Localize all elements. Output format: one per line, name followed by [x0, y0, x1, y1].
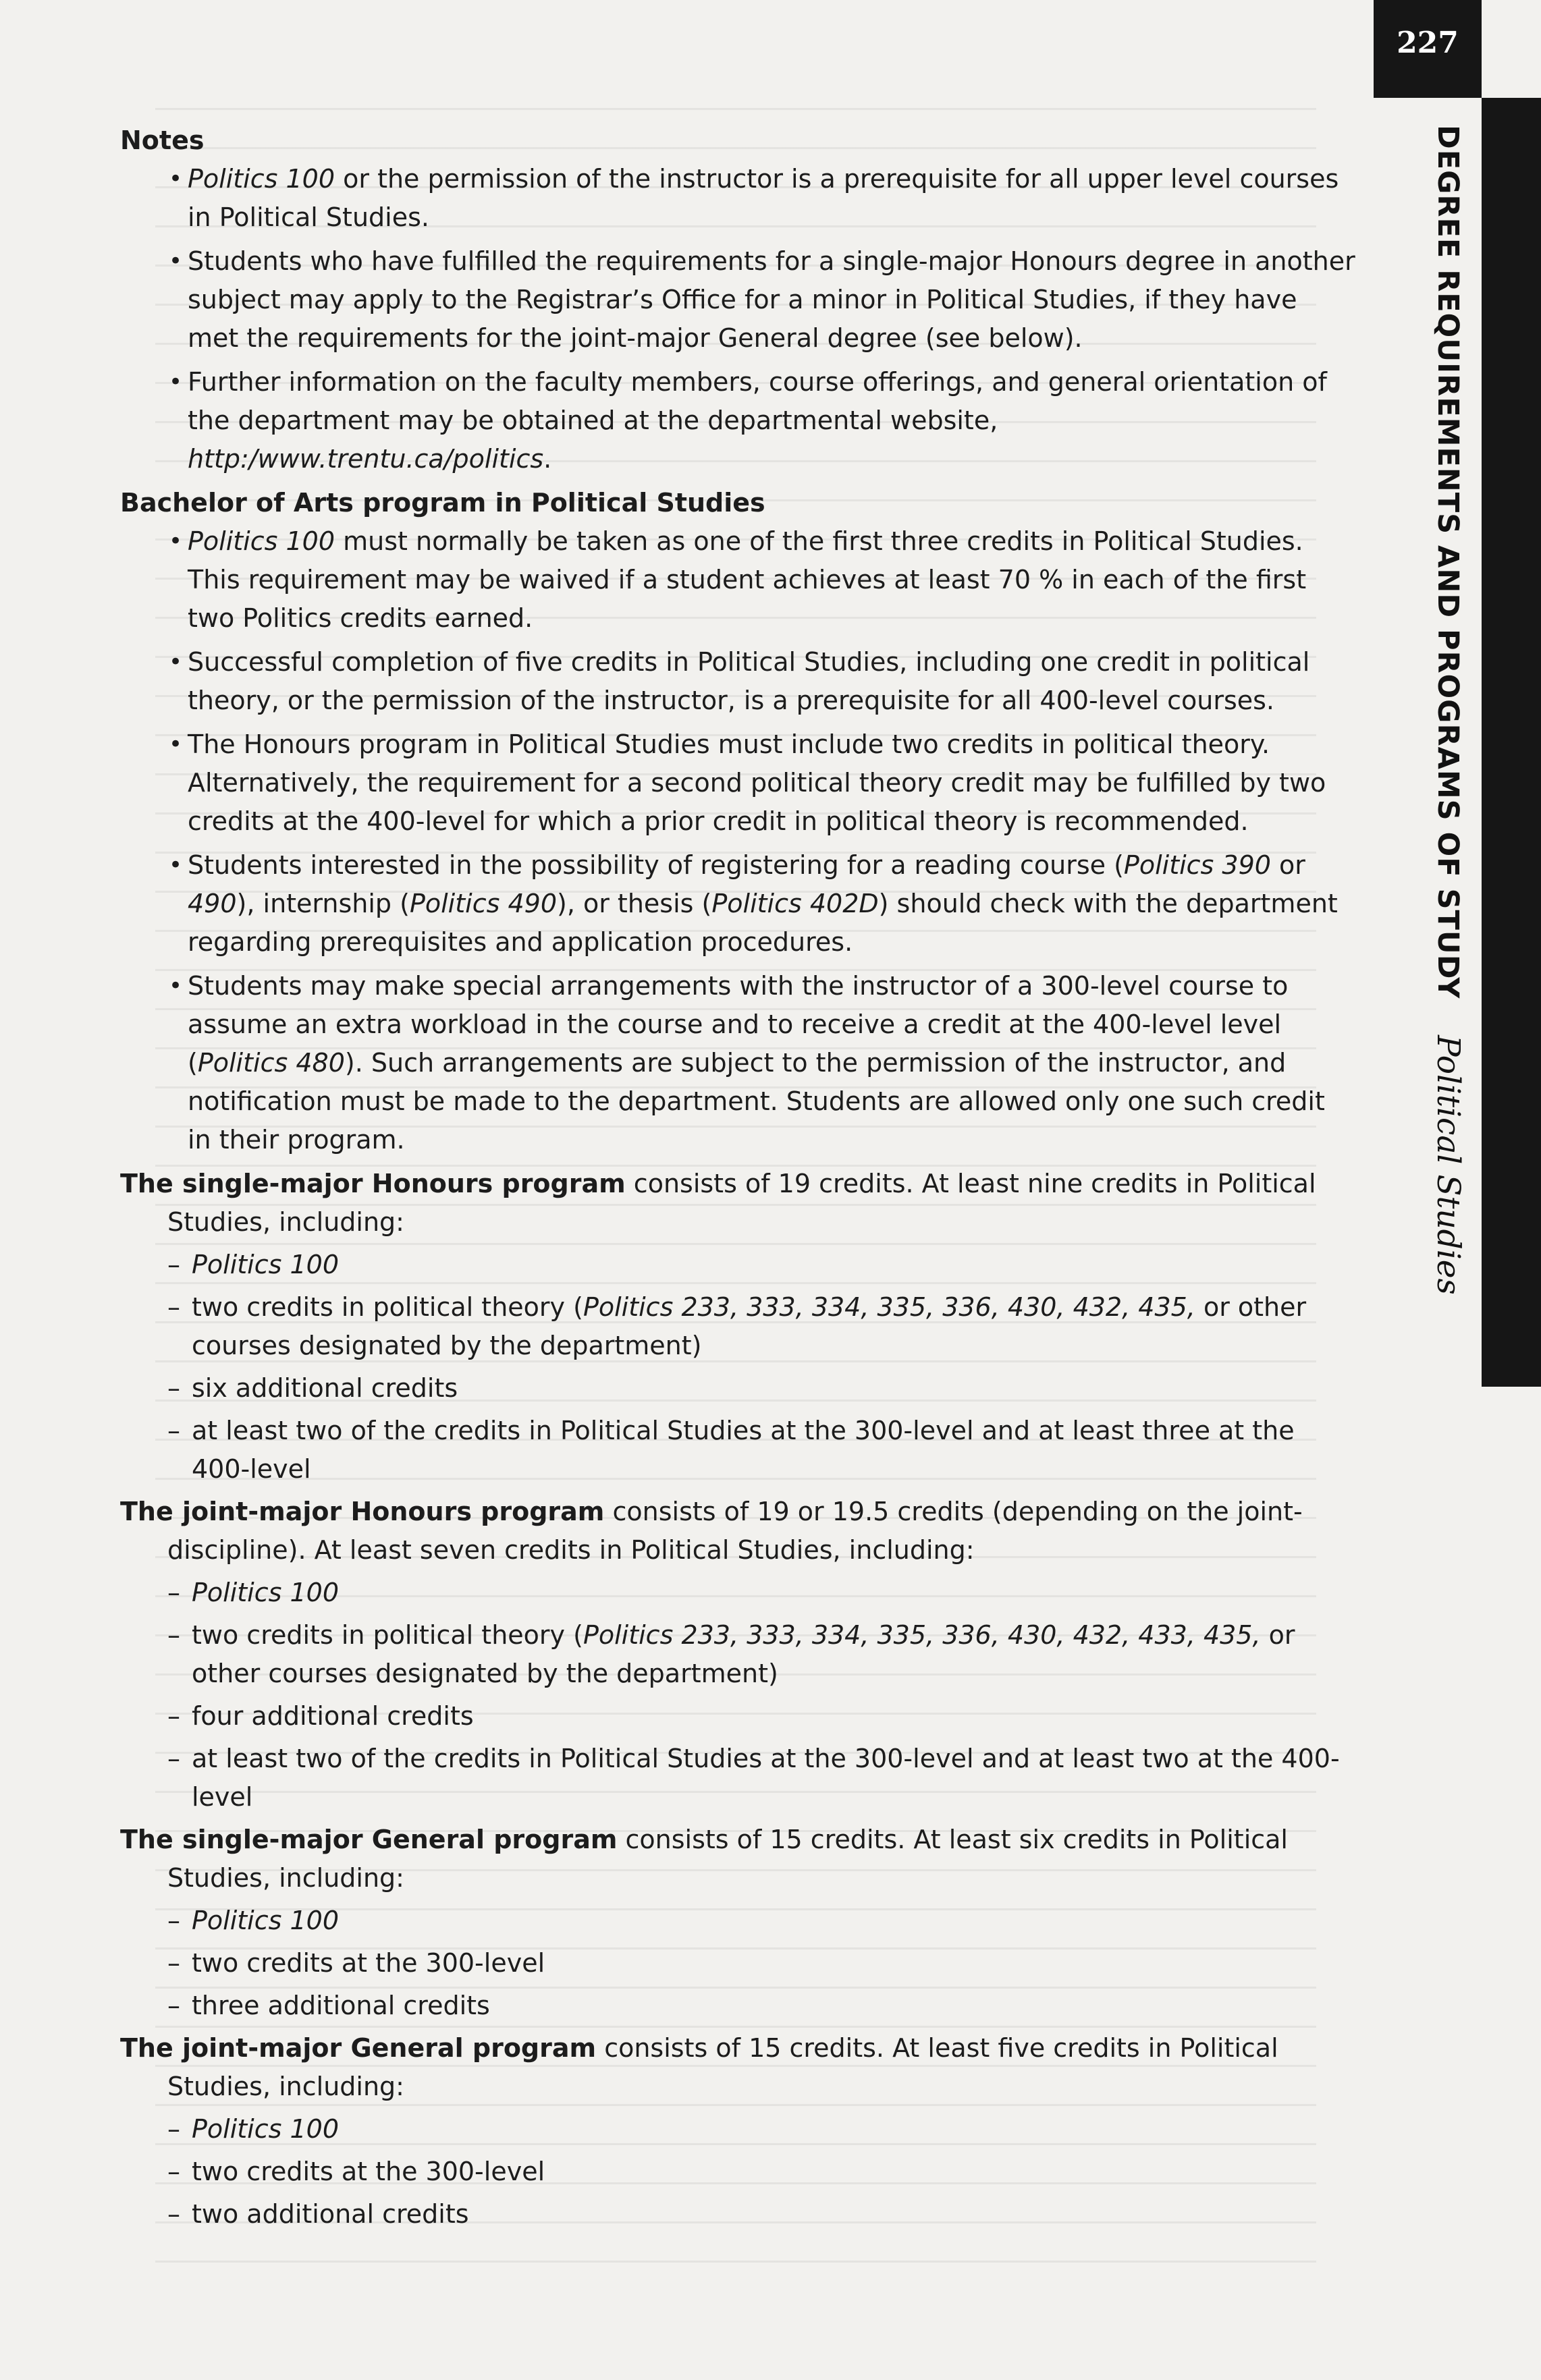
main-content [120, 121, 1355, 2238]
notes-item-1: • Politics 100 or the permission of the instructor is a prerequisite for all upper level courses in Political Studies. [120, 160, 1355, 237]
notes-item-2: • Students who have fulfilled the requirements for a single-major Honours degree in another subject may apply to the Registrar’s Office for a minor in Political Studies, if they have met the requirements for the joint-major General degree (see below). [120, 242, 1355, 358]
side-section-label: DEGREE REQUIREMENTS AND PROGRAMS OF STUDY [1431, 125, 1465, 999]
requirement-item: – two credits in political theory (Politics 233, 333, 334, 335, 336, 430, 432, 433, 435, or other courses designated by the department) [167, 1620, 1295, 1688]
website-link[interactable]: http:/www.trentu.ca/politics [188, 444, 544, 474]
requirement-item: – two additional credits [167, 2199, 469, 2229]
joint-honours-intro: The joint-major Honours program consists of 19 or 19.5 credits (depending on the joint-discipline). At least seven credits in Political Studies, including: [120, 1497, 1303, 1565]
notes-heading: Notes [120, 126, 205, 155]
ba-item-5: • Students may make special arrangements with the instructor of a 300-level course to assume an extra workload in the course and to receive a credit at the 400-level level (Politics 480). Such arrangements are subject to the permission of the instructor, and notification must be made to the department. Students are allowed only one such credit in their program. [120, 967, 1355, 1159]
joint-general-requirements [120, 2110, 1355, 2234]
requirement-item: – three additional credits [167, 1991, 490, 2020]
ba-item-3: • The Honours program in Political Studies must include two credits in political theory. Alternatively, the requirement for a second political theory credit may be fulfilled by two credits at the 400-level for which a prior credit in political theory is recommended. [120, 725, 1355, 841]
single-honours-requirements [120, 1246, 1355, 1489]
bullet-icon: • [169, 731, 183, 758]
single-general-requirements [120, 1902, 1355, 2025]
bullet-icon: • [169, 852, 183, 879]
requirement-item: – two credits at the 300-level [167, 1948, 545, 1978]
page-number-box [1374, 0, 1482, 98]
notes-list [120, 160, 1355, 478]
requirement-item: – four additional credits [167, 1701, 474, 1731]
joint-general-intro: The joint-major General program consists of 15 credits. At least five credits in Political Studies, including: [120, 2033, 1278, 2101]
page-number: 227 [1397, 26, 1459, 60]
requirement-item: – six additional credits [167, 1373, 458, 1403]
requirement-item: – at least two of the credits in Political Studies at the 300-level and at least two at the 400-level [167, 1744, 1340, 1812]
section-tab-bar [1482, 98, 1541, 1387]
bullet-icon: • [169, 528, 183, 555]
single-honours-intro: The single-major Honours program consists of 19 credits. At least nine credits in Political Studies, including: [120, 1169, 1316, 1237]
requirement-item: – two credits in political theory (Politics 233, 333, 334, 335, 336, 430, 432, 435, or other courses designated by the department) [167, 1292, 1307, 1360]
notes-item-3: • Further information on the faculty members, course offerings, and general orientation of the department may be obtained at the departmental website, http:/www.trentu.ca/politics. [120, 363, 1355, 478]
requirement-item: – Politics 100 [167, 1906, 340, 1935]
requirement-item: – two credits at the 300-level [167, 2157, 545, 2186]
requirement-item: – at least two of the credits in Political Studies at the 300-level and at least three at the 400-level [167, 1416, 1295, 1484]
ba-item-4: • Students interested in the possibility of registering for a reading course (Politics 390 or 490), internship (Politics 490), or thesis (Politics 402D) should check with the department regarding prerequisites and application procedures. [120, 846, 1355, 962]
side-subject-label: Political Studies [1430, 1035, 1467, 1295]
requirement-item: – Politics 100 [167, 2114, 340, 2144]
bullet-icon: • [169, 165, 183, 192]
side-section-title [1417, 125, 1478, 1326]
bullet-icon: • [169, 248, 183, 275]
single-general-intro: The single-major General program consists of 15 credits. At least six credits in Political Studies, including: [120, 1825, 1288, 1893]
ba-heading: Bachelor of Arts program in Political Studies [120, 488, 765, 518]
bullet-icon: • [169, 648, 183, 675]
ba-list [120, 522, 1355, 1159]
ba-item-1: • Politics 100 must normally be taken as one of the first three credits in Political Studies. This requirement may be waived if a student achieves at least 70 % in each of the first two Politics credits earned. [120, 522, 1355, 638]
bullet-icon: • [169, 368, 183, 395]
joint-honours-requirements [120, 1574, 1355, 1817]
bullet-icon: • [169, 972, 183, 999]
requirement-item: – Politics 100 [167, 1578, 340, 1607]
ba-item-2: • Successful completion of five credits in Political Studies, including one credit in political theory, or the permission of the instructor, is a prerequisite for all 400-level courses. [120, 643, 1355, 720]
requirement-item: – Politics 100 [167, 1250, 340, 1279]
